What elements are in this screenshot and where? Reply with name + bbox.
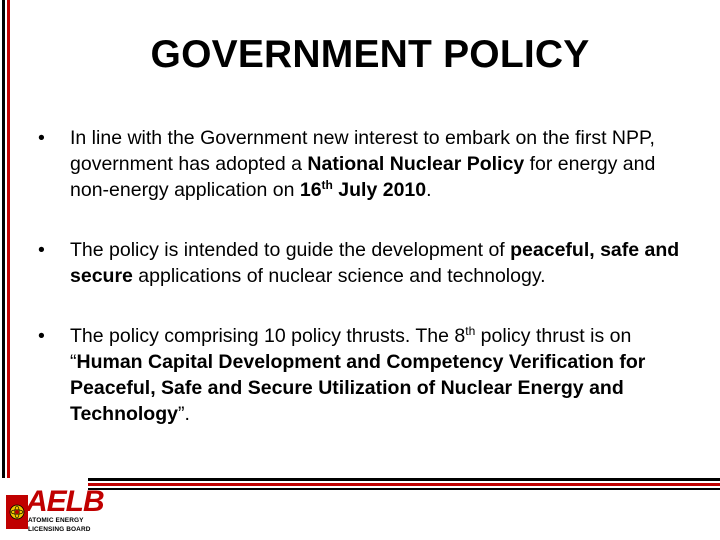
logo-subtitle-2: LICENSING BOARD [28, 526, 91, 533]
date-month-year: July 2010 [332, 179, 427, 201]
bullet-2-bold: peaceful, safe and secure [70, 239, 680, 287]
bullet-2-text: The policy is intended to guide the development of [70, 239, 511, 261]
slide-title: GOVERNMENT POLICY [150, 33, 590, 76]
bottom-border-black-line [88, 478, 720, 481]
bullet-3-text-2: policy thrust is on “ [70, 325, 632, 373]
atom-emblem-icon [6, 495, 28, 529]
bottom-border-black-line-lower [88, 488, 720, 490]
bullet-item-1 [38, 125, 688, 203]
bullet-1-bold-policy: National Nuclear Policy [307, 153, 525, 175]
bullet-3-text: The policy comprising 10 policy thrusts. The 8 [70, 325, 466, 347]
bullet-item-2 [38, 237, 688, 289]
bullet-2-text-2: applications of nuclear science and technology. [132, 265, 546, 287]
bullet-1-text: In line with the Government new interest to embark on the first NPP, government has adopted a [70, 127, 655, 175]
logo-subtitle-1: ATOMIC ENERGY [28, 517, 84, 524]
bullet-3-ordinal-suffix: th [465, 324, 476, 338]
aelb-logo [4, 485, 104, 537]
date-day: 16 [299, 179, 322, 201]
bullet-item-3 [38, 323, 688, 427]
bullet-dot: • [38, 127, 45, 149]
bullet-1-end: . [426, 179, 432, 201]
bullet-list [38, 125, 688, 427]
bottom-border-red-line [88, 483, 720, 486]
logo-wordmark: AELB [26, 485, 104, 518]
bullet-3-bold: Human Capital Development and Competency Verification for Peaceful, Safe and Secure Utilization of Nuclear Energy and Technology [70, 351, 646, 425]
bullet-dot: • [38, 239, 45, 261]
date-suffix: th [321, 178, 333, 192]
bullet-1-bold-date [300, 179, 426, 201]
bullet-1-text-2: for energy and non-energy application on [70, 153, 656, 201]
bullet-dot: • [38, 325, 45, 347]
bullet-3-end: ”. [177, 403, 190, 425]
